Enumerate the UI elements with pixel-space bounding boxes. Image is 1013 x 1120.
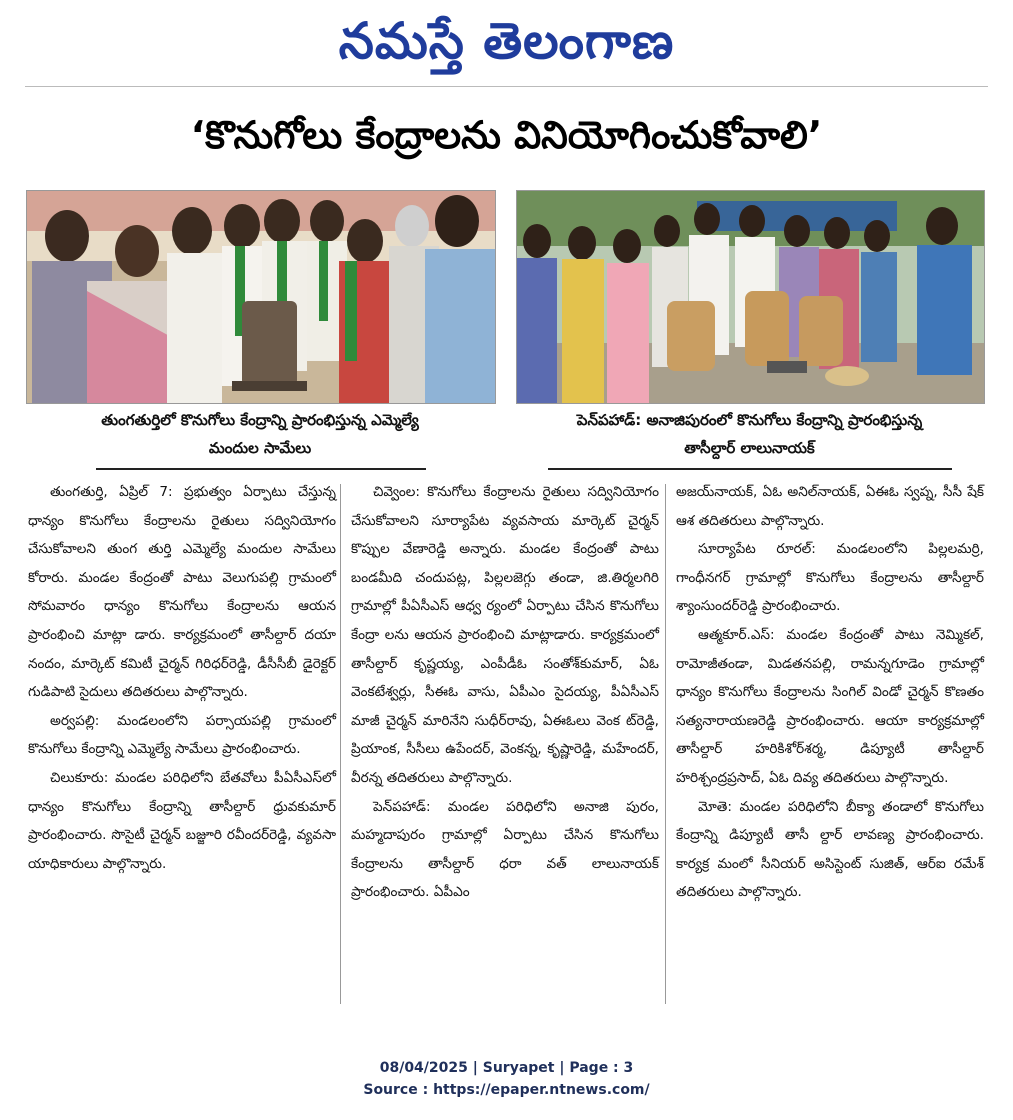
- paragraph: అజయ్‌నాయక్‌, ఏఓ అనిల్‌నాయక్‌, ఏఈఓ స్వప్న, సీసీ షేక్‌ ఆశ తదితరులు పాల్గొన్నారు.: [676, 484, 984, 529]
- article-column-3: [676, 478, 984, 907]
- masthead-title: నమస్తే తెలంగాణ: [338, 12, 675, 70]
- column-divider: [665, 484, 666, 1004]
- caption-right-underline: [548, 468, 952, 470]
- paragraph: మోతె: మండల పరిధిలోని బీక్యా తండాలో కొనుగోలు కేంద్రాన్ని డిప్యూటీ తాసీ ల్దార్‌ లావణ్య ప్రారంభించారు. కార్యక్ర మంలో సీనియర్‌ అసిస్టెంట్‌ సుజిత్‌, ఆర్‌ఐ రమేశ్‌ తదితరులు పాల్గొన్నారు.: [676, 798, 984, 901]
- caption-left-line2: మందుల సామేలు: [208, 439, 312, 457]
- article-column-2: [351, 478, 659, 907]
- top-divider: [25, 86, 988, 87]
- paragraph: ఆత్మకూర్‌.ఎస్‌: మండల కేంద్రంతో పాటు నెమ్మికల్‌, రామోజీతండా, మిడతనపల్లి, రామన్నగూడెం గ్రామాల్లో ధాన్యం కొనుగోలు కేంద్రాలను సింగిల్‌ విండో చైర్మన్‌ కొణతం సత్యనారాయణరెడ్డి ప్రారంభించారు. ఆయా కార్యక్రమాల్లో తాసీల్దార్‌ హరికిశోర్‌శర్మ, డిప్యూటీ తాసీల్దార్‌ హరిశ్చంద్రప్రసాద్‌, ఏఓ దివ్య తదితరులు పాల్గొన్నారు.: [676, 626, 984, 786]
- paragraph: చిలుకూరు: మండల పరిధిలోని బేతవోలు పీఏసీఎస్‌లో ధాన్యం కొనుగోలు కేంద్రాన్ని తాసీల్దార్‌ ధ్రువకుమార్‌ ప్రారంభించారు. సొసైటీ చైర్మన్‌ బజ్జూరి రవీందర్‌రెడ్డి, వ్యవసా యాధికారులు పాల్గొన్నారు.: [28, 769, 336, 872]
- caption-right: [516, 406, 983, 462]
- caption-right-line1: పెన్‌పహాడ్‌: అనాజిపురంలో కొనుగోలు కేంద్రాన్ని ప్రారంభిస్తున్న: [576, 411, 923, 429]
- article-headline: ‘కొనుగోలు కేంద్రాలను వినియోగించుకోవాలి’: [190, 113, 823, 157]
- article-column-1: [28, 478, 336, 878]
- column-divider: [340, 484, 341, 1004]
- caption-left: [26, 406, 494, 462]
- paragraph: సూర్యాపేట రూరల్‌: మండలంలోని పిల్లలమర్రి, గాంధీనగర్‌ గ్రామాల్లో కొనుగోలు కేంద్రాలను తాసీల్దార్‌ శ్యాంసుందర్‌రెడ్డి ప్రారంభించారు.: [676, 541, 984, 615]
- paragraph: పెన్‌పహాడ్‌: మండల పరిధిలోని అనాజి పురం, మహ్మదాపురం గ్రామాల్లో ఏర్పాటు చేసిన కొనుగోలు కేంద్రాలను తాసీల్దార్‌ ధరా వత్‌ లాలునాయక్‌ ప్రారంభించారు. ఏపీఎం: [351, 798, 659, 901]
- photo-left: [26, 190, 496, 404]
- paragraph: తుంగతుర్తి, ఏప్రిల్‌ 7: ప్రభుత్వం ఏర్పాటు చేస్తున్న ధాన్యం కొనుగోలు కేంద్రాలను రైతులు సద్వినియోగం చేసుకోవాలని తుంగ తుర్తి ఎమ్మెల్యే మందుల సామేలు కోరారు. మండల కేంద్రంతో పాటు వెలుగుపల్లి గ్రామంలో సోమవారం ధాన్యం కొనుగోలు కేంద్రాలను ఆయన ప్రారంభించి మాట్లా డారు. కార్యక్రమంలో తాసీల్దార్‌ దయా నందం, మార్కెట్‌ కమిటీ చైర్మన్‌ గిరిధర్‌రెడ్డి, డీసీసీబీ డైరెక్టర్‌ గుడిపాటి సైదులు తదితరులు పాల్గొన్నారు.: [28, 484, 336, 701]
- caption-right-line2: తాసీల్దార్‌ లాలునాయక్‌: [684, 439, 815, 457]
- caption-left-underline: [96, 468, 426, 470]
- paragraph: అర్వపల్లి: మండలంలోని పర్సాయపల్లి గ్రామంలో కొనుగోలు కేంద్రాన్ని ఎమ్మెల్యే సామేలు ప్రారంభించారు.: [28, 712, 336, 758]
- photo-right: [516, 190, 985, 404]
- caption-left-line1: తుంగతుర్తిలో కొనుగోలు కేంద్రాన్ని ప్రారంభిస్తున్న ఎమ్మెల్యే: [101, 411, 419, 429]
- footer-source: Source : https://epaper.ntnews.com/: [363, 1082, 650, 1098]
- paragraph: చివ్వెంల: కొనుగోలు కేంద్రాలను రైతులు సద్వినియోగం చేసుకోవాలని సూర్యాపేట వ్యవసాయ మార్కెట్‌ చైర్మన్‌ కొప్పుల వేణారెడ్డి అన్నారు. మండల కేంద్రంతో పాటు బండమీది చందుపట్ల, పిల్లలజెగ్గు తండా, జి.తిర్మలగిరి గ్రామాల్లో పీఏసీఎస్‌ ఆధ్వ ర్యంలో ఏర్పాటు చేసిన కొనుగోలు కేంద్రా లను ఆయన ప్రారంభించి మాట్లాడారు. కార్యక్రమంలో తాసీల్దార్‌ కృష్ణయ్య, ఎంపీడీఓ సంతోశ్‌కుమార్‌, ఏఓ వెంకటేశ్వర్లు, సీఈఓ వాసు, ఏపీఎం సైదయ్య, పీఏసీఎస్‌ మాజీ చైర్మన్‌ మారినేని సుధీర్‌రావు, ఏఈఓలు వెంక ట్‌రెడ్డి, ప్రియాంక, సీసీలు ఉపేందర్‌, వెంకన్న, కృష్ణారెడ్డి, మహేందర్‌, వీరన్న తదితరులు పాల్గొన్నారు.: [351, 484, 659, 786]
- footer-date-page: 08/04/2025 | Suryapet | Page : 3: [379, 1060, 634, 1076]
